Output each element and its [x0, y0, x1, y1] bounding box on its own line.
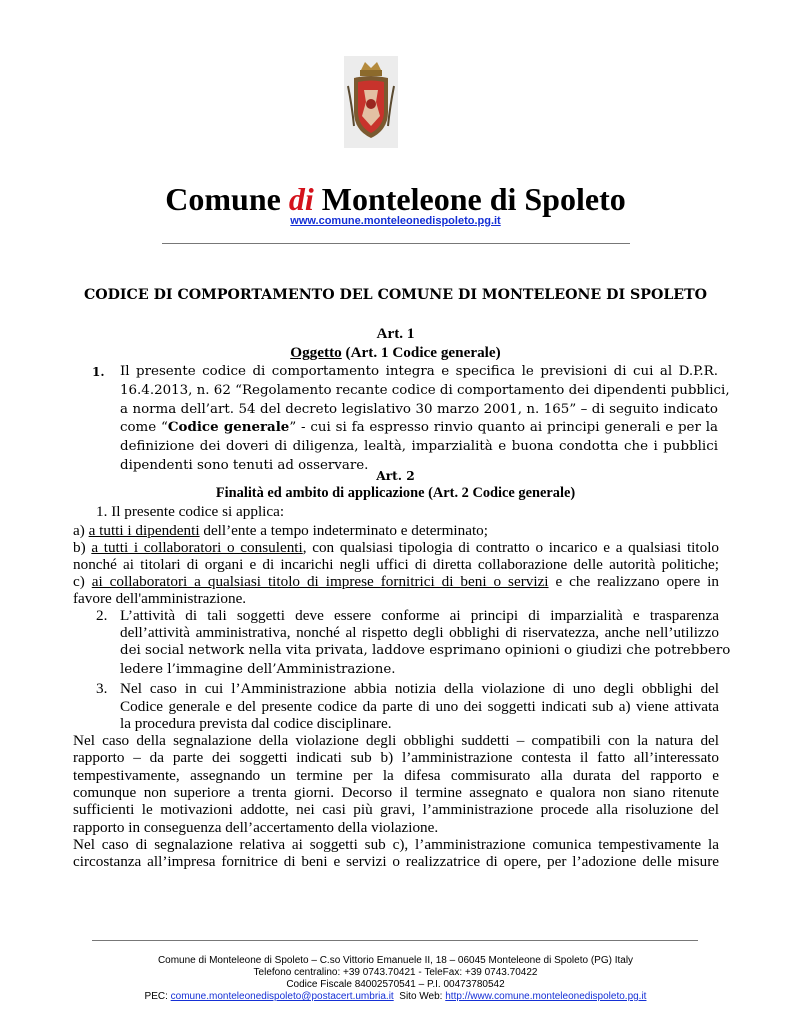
art1-title-oggetto: Oggetto	[290, 344, 342, 361]
art1-label: Art. 1	[376, 325, 415, 342]
item-c-underlined: ai collaboratori a qualsiasi titolo di imprese fornitrici di beni o servizi	[91, 573, 549, 590]
art2-item-b2: nonché ai titolari di organi e di incarichi negli uffici di diretta collaborazione delle autorità politiche;	[73, 556, 719, 573]
page-title	[0, 179, 791, 219]
footer-phone: Telefono centralino: +39 0743.70421 - TeleFax: +39 0743.70422	[253, 967, 538, 978]
pec-email-link[interactable]: comune.monteleonedispoleto@postacert.umbria.it	[170, 991, 394, 1002]
item-c-rest: e che realizzano opere in	[548, 573, 719, 590]
art1-line: 16.4.2013, n. 62 “Regolamento recante codice di comportamento dei dipendenti pubblici,	[120, 383, 730, 398]
art1-codice-generale: Codice generale	[167, 419, 290, 435]
item-a-rest: dell’ente a tempo indeterminato e determinato;	[199, 522, 488, 539]
art2-para-line: Nel caso della segnalazione della violazione degli obblighi suddetti – compatibili con la natura del	[73, 732, 719, 749]
art2-p2-num: 2.	[96, 607, 108, 624]
art1-line	[120, 418, 718, 437]
art1-num: 1.	[92, 365, 105, 379]
footer-tax-codes: Codice Fiscale 84002570541 – P.I. 00473780542	[286, 979, 505, 990]
art2-p2-line: dell’attività amministrativa, nonché al rispetto degli obblighi di riservatezza, anche nell’utilizzo	[120, 624, 719, 641]
art1-come: come “	[120, 420, 168, 435]
website-link[interactable]: www.comune.monteleonedispoleto.pg.it	[290, 215, 501, 227]
title-suffix: Monteleone di Spoleto	[313, 181, 626, 217]
art1-line: Il presente codice di comportamento integra e specifica le previsioni di cui al D.P.R.	[120, 364, 718, 379]
art2-para-line: comunque non superiore a trenta giorni. Decorso il termine assegnato e qualora non siano ritenute	[73, 784, 719, 801]
item-a-prefix: a)	[73, 522, 89, 539]
art2-p1: 1. Il presente codice si applica:	[96, 503, 285, 520]
art2-p2-line: ledere l’immagine dell’Amministrazione.	[120, 662, 396, 677]
art1-line: a norma dell’art. 54 del decreto legislativo 30 marzo 2001, n. 165” – di seguito indicato	[120, 402, 718, 417]
title-di: di	[288, 181, 314, 217]
art1-rest: ” - cui si fa espresso rinvio quanto ai principi generali e per la	[289, 420, 718, 435]
art2-para-line: tempestivamente, assegnando un termine per la difesa commisurato alla durata del rapporto e	[73, 767, 719, 784]
footer-address: Comune di Monteleone di Spoleto – C.so Vittorio Emanuele II, 18 – 06045 Monteleone di Spoleto (PG) Italy	[157, 955, 634, 966]
document-heading: CODICE DI COMPORTAMENTO DEL COMUNE DI MONTELEONE DI SPOLETO	[83, 287, 708, 303]
footer-contacts	[0, 990, 791, 1003]
item-c-prefix: c)	[73, 573, 92, 590]
art1-line: dipendenti sono tenuti ad osservare.	[120, 458, 369, 473]
header-divider	[162, 243, 630, 244]
art2-p2-line: L’attività di tali soggetti deve essere conforme ai principi di imparzialità e trasparenza	[120, 607, 719, 624]
art2-p3-line: Codice generale e del presente codice da parte di uno dei soggetti indicati sub a) viene attivata	[120, 698, 719, 715]
item-a-underlined: a tutti i dipendenti	[88, 522, 200, 539]
art2-para-line: circostanza all’impresa fornitrice di beni e servizi o realizzatrice di opere, per l’adozione delle misure	[73, 853, 719, 870]
site-label: Sito Web:	[393, 991, 446, 1002]
art2-para-line: rapporto in conseguenza dell’accertamento della violazione.	[73, 819, 439, 836]
art2-title: Finalità ed ambito di applicazione (Art. 2 Codice generale)	[215, 485, 576, 501]
footer-website-link[interactable]: http://www.comune.monteleonedispoleto.pg.it	[445, 991, 647, 1002]
art1-title	[0, 344, 791, 362]
art2-label: Art. 2	[376, 469, 415, 483]
art2-para-line: sufficienti le motivazioni addotte, nei casi più gravi, l’amministrazione procede alla risoluzione del	[73, 801, 719, 818]
pec-label: PEC:	[144, 991, 171, 1002]
art2-p3-num: 3.	[96, 680, 108, 697]
art2-p2-line: dei social network nella vita privata, laddove esprimano opinioni o giudizi che potrebbero	[120, 643, 731, 658]
art2-para-line: Nel caso di segnalazione relativa ai soggetti sub c), l’amministrazione comunica tempestivamente la	[73, 836, 719, 853]
art2-p3-line: la procedura prevista dal codice disciplinare.	[120, 715, 392, 732]
art2-item-c2: favore dell'amministrazione.	[73, 590, 247, 607]
title-prefix: Comune	[165, 181, 289, 217]
art1-line: definizione dei doveri di diligenza, lealtà, imparzialità e buona condotta che i pubblici	[120, 439, 718, 454]
item-b-underlined: a tutti i collaboratori o consulenti	[91, 539, 303, 556]
footer-divider	[92, 940, 698, 941]
art2-p3-line: Nel caso in cui l’Amministrazione abbia notizia della violazione di uno degli obblighi del	[120, 680, 719, 697]
website-header	[0, 215, 791, 227]
art1-title-rest: (Art. 1 Codice generale)	[341, 344, 501, 361]
item-b-prefix: b)	[73, 539, 92, 556]
item-b-rest: , con qualsiasi tipologia di contratto o incarico e a qualsiasi titolo	[302, 539, 720, 556]
coat-of-arms-logo	[344, 56, 398, 148]
art2-para-line: rapporto – da parte dei soggetti indicati sub b) l’amministrazione contesta il fatto all’interessato	[73, 749, 719, 766]
